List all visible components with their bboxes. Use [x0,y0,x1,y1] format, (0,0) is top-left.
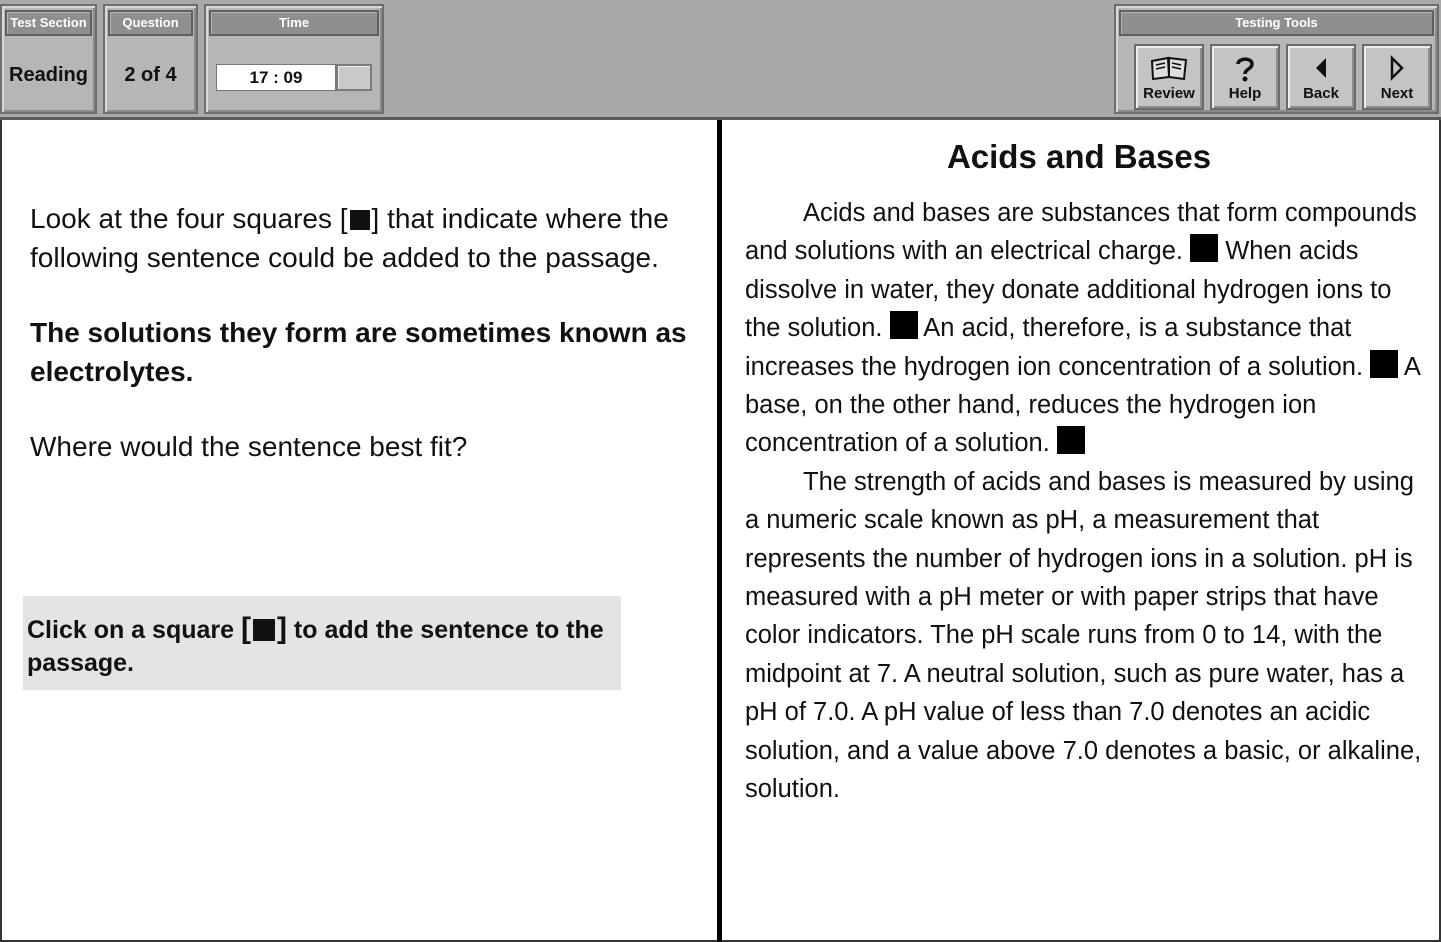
next-label: Next [1380,85,1414,102]
bracket-open: [ [240,612,251,645]
passage-sentence-4: A base, on the other hand, reduces the hydrogen ion concentration of a solution. [745,352,1420,458]
prompt-text-start: Look at the four squares [ [30,203,348,234]
book-icon [1149,55,1189,81]
passage-sentence-3: An acid, therefore, is a substance that increases the hydrogen ion concentration of a solution. [745,314,1364,381]
square-icon [350,210,370,230]
question-counter: 2 of 4 [124,64,177,86]
instruction-box [23,596,621,690]
instruction-text-end: to add the sentence to the passage. [27,616,604,677]
square-icon [253,619,275,641]
arrow-right-icon [1387,55,1407,81]
question-prompt [30,199,690,277]
back-label: Back [1303,85,1339,102]
prompt-text-end: ] that indicate where the following sentence could be added to the passage. [30,203,669,273]
help-label: Help [1228,85,1262,102]
passage-paragraph-2: The strength of acids and bases is measured by using a numeric scale known as pH, a measurement that represents the number of hydrogen ions in a solution. pH is measured with a pH meter or with paper strips that have color indicators. The pH scale runs from 0 to 14, with the midpoint at 7. A neutral solution, such as pure water, has a pH of 7.0. A pH value of less than 7.0 denotes an acidic solution, and a value above 7.0 denotes a basic, or alkaline, solution. [745,467,1422,804]
passage-sentence-1: Acids and bases are substances that form compounds and solutions with an electrical charge. [745,199,1417,266]
question-ask: Where would the sentence best fit? [30,431,468,462]
time-display: 17 : 09 [216,64,336,91]
pane-divider [717,120,722,942]
test-section-value: Reading [9,64,88,86]
passage-pane [745,138,1425,809]
next-button[interactable] [1362,44,1432,110]
insert-square-4[interactable] [1057,426,1085,454]
insert-square-3[interactable] [1370,350,1398,378]
hide-time-button[interactable] [336,64,372,91]
review-button[interactable] [1134,44,1204,110]
testing-tools-label: Testing Tools [1119,10,1434,36]
test-section-box [0,4,97,114]
time-label: Time [209,10,379,36]
insert-square-1[interactable] [1190,234,1218,262]
passage-text [745,194,1425,809]
top-toolbar [0,0,1441,120]
testing-tools-box [1114,4,1439,114]
question-label: Question [108,10,193,36]
passage-sentence-2: When acids dissolve in water, they donate additional hydrogen ions to the solution. [745,237,1392,343]
insert-sentence: The solutions they form are sometimes known as electrolytes. [30,317,687,387]
question-box [103,4,198,114]
bracket-close: ] [276,612,287,645]
insert-square-2[interactable] [890,311,918,339]
test-section-label: Test Section [5,10,92,36]
question-pane [30,199,690,502]
time-box [204,4,384,114]
passage-title: Acids and Bases [946,138,1212,175]
arrow-left-icon [1311,55,1331,81]
back-button[interactable] [1286,44,1356,110]
instruction-text-start: Click on a square [27,616,241,644]
help-button[interactable] [1210,44,1280,110]
question-mark-icon [1233,55,1257,83]
review-label: Review [1143,85,1195,102]
